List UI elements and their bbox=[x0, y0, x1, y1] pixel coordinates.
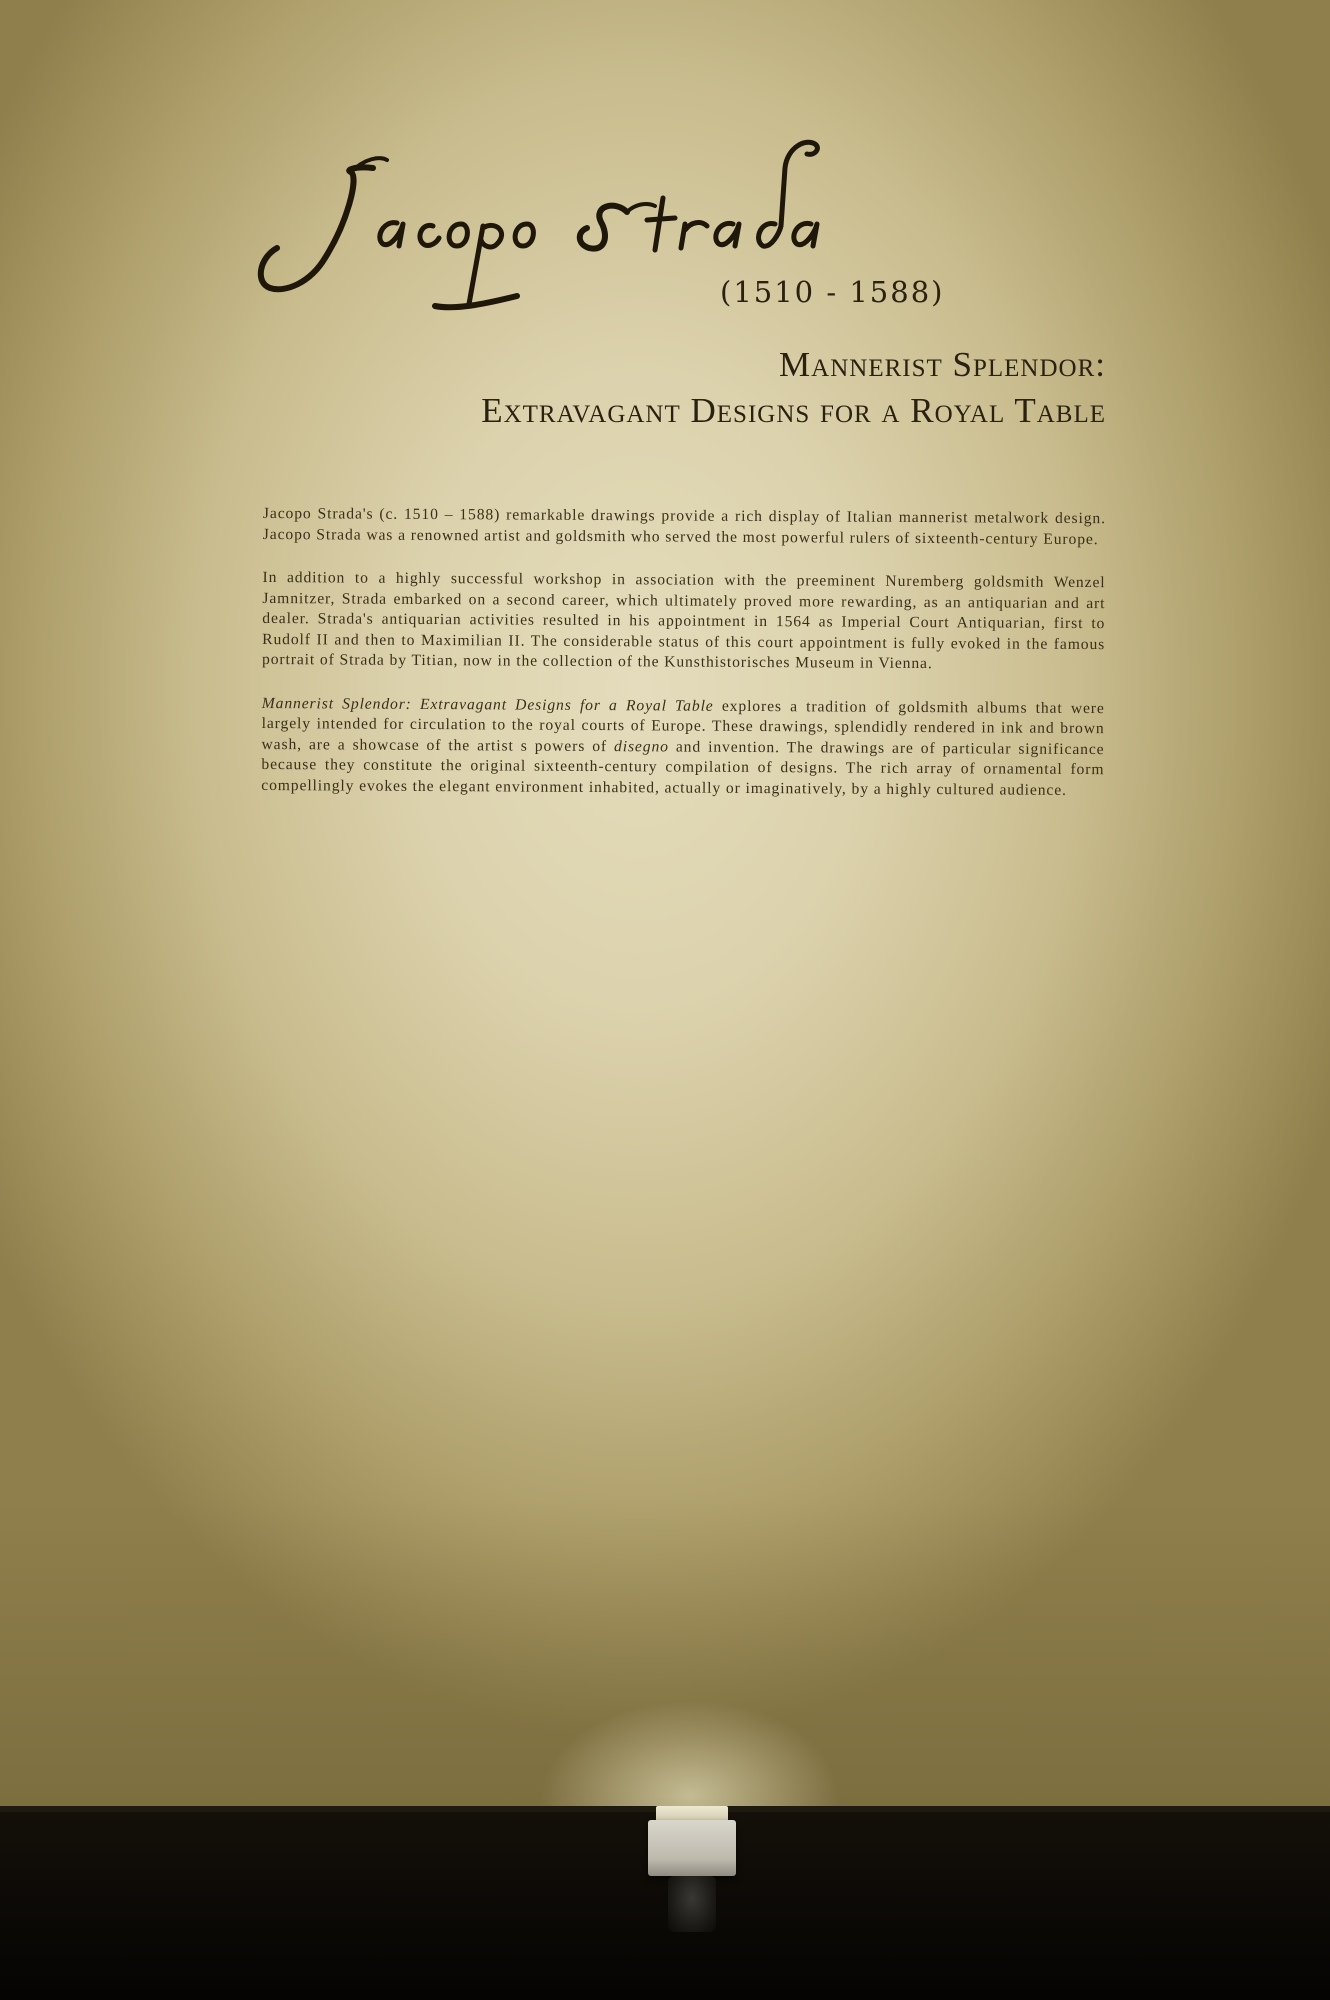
exhibition-subtitle bbox=[481, 342, 1106, 434]
paragraph-1: Jacopo Strada's (c. 1510 – 1588) remarkable drawings provide a rich display of Italian mannerist metalwork design. Jacopo Strada was a renowned artist and goldsmith who served the most powerful rulers of sixteenth-century Europe. bbox=[262, 504, 1106, 548]
subtitle-line-1: Mannerist Splendor: bbox=[779, 345, 1106, 384]
fixture-stand bbox=[668, 1876, 716, 1932]
wall-text-body bbox=[261, 504, 1106, 824]
paragraph-3 bbox=[261, 693, 1105, 801]
subtitle-line-2: Extravagant Designs for a Royal Table bbox=[481, 391, 1106, 430]
paragraph-3-text-a: explores a tradition of goldsmith albums that were largely intended for circulation to the royal courts of Europe. These drawings, splendidly rendered in ink and brown wash, are a showcase of the artist s powers of bbox=[261, 697, 1105, 755]
paragraph-3-disegno: disegno bbox=[614, 737, 669, 755]
life-dates: (1510 - 1588) bbox=[720, 275, 945, 309]
floor-light-fixture bbox=[648, 1820, 736, 1876]
paragraph-3-text-b: and invention. The drawings are of particular significance because they constitute the original sixteenth-century compilation of designs. The rich array of ornamental form compellingly evokes the elegant environment inhabited, actually or imaginatively, by a highly cultured audience. bbox=[261, 737, 1105, 799]
paragraph-2: In addition to a highly successful workshop in association with the preeminent Nuremberg goldsmith Wenzel Jamnitzer, Strada embarked on a second career, which ultimately proved more rewarding, as an antiquarian and art dealer. Strada's antiquarian activities resulted in his appointment in 1564 as Imperial Court Antiquarian, first to Rudolf II and then to Maximilian II. The considerable status of this court appointment is fully evoked in the famous portrait of Strada by Titian, now in the collection of the Kunsthistorisches Museum in Vienna. bbox=[261, 568, 1106, 673]
paragraph-3-exhibition-title: Mannerist Splendor: Extravagant Designs for a Royal Table bbox=[261, 694, 714, 715]
